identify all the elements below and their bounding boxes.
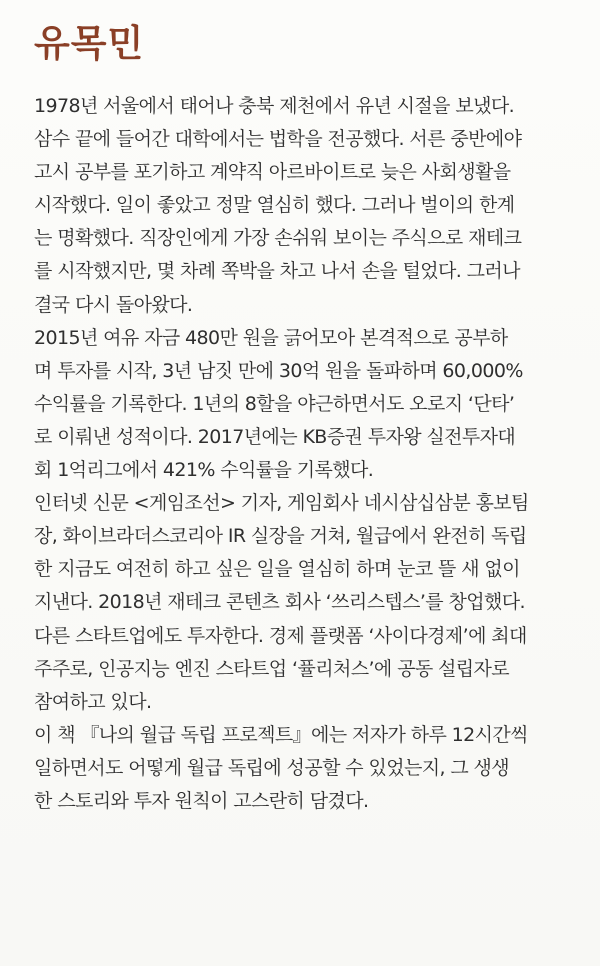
bio-line: 는 명확했다. 직장인에게 가장 손쉬워 보이는 주식으로 재테크 [34,227,522,250]
bio-line: 1978년 서울에서 태어나 충북 제천에서 유년 시절을 보냈다. [34,95,515,117]
bio-line: 며 투자를 시작, 3년 남짓 만에 30억 원을 돌파하며 60,000% [34,359,523,382]
bio-line: 삼수 끝에 들어간 대학에서는 법학을 전공했다. 서른 중반에야 [34,128,522,151]
bio-line: 주주로, 인공지능 엔진 스타트업 ‘퓰리처스’에 공동 설립자로 [34,657,510,680]
author-bio-text [34,90,586,818]
bio-line: 수익률을 기록한다. 1년의 8할을 야근하면서도 오로지 ‘단타’ [34,392,515,415]
bio-line: 시작했다. 일이 좋았고 정말 열심히 했다. 그러나 벌이의 한계 [34,194,515,217]
bio-line: 한 지금도 여전히 하고 싶은 일을 열심히 하며 눈코 뜰 새 없이 [34,558,520,581]
bio-line: 를 시작했지만, 몇 차례 쪽박을 차고 나서 손을 털었다. 그러나 [34,260,520,283]
bio-line: 2015년 여유 자금 480만 원을 긁어모아 본격적으로 공부하 [34,326,508,349]
bio-line: 다른 스타트업에도 투자한다. 경제 플랫폼 ‘사이다경제’에 최대 [34,624,527,647]
bio-line: 지낸다. 2018년 재테크 콘텐츠 회사 ‘쓰리스텝스’를 창업했다. [34,591,525,614]
bio-line: 고시 공부를 포기하고 계약직 아르바이트로 늦은 사회생활을 [34,161,511,184]
bio-line: 장, 화이브라더스코리아 IR 실장을 거쳐, 월급에서 완전히 독립 [34,525,527,548]
bio-line: 일하면서도 어떻게 월급 독립에 성공할 수 있었는지, 그 생생 [34,756,510,779]
bio-line: 로 이뤄낸 성적이다. 2017년에는 KB증권 투자왕 실전투자대 [34,425,516,448]
bio-line: 이 책 『나의 월급 독립 프로젝트』에는 저자가 하루 12시간씩 [34,723,528,746]
author-name: 유목민 [34,22,145,65]
bio-line: 참여하고 있다. [34,690,152,713]
bio-line: 결국 다시 돌아왔다. [34,293,193,316]
bio-line: 한 스토리와 투자 원칙이 고스란히 담겼다. [34,789,369,812]
bio-line: 인터넷 신문 <게임조선> 기자, 게임회사 네시삼십삼분 홍보팀 [34,492,529,515]
bio-line: 회 1억리그에서 421% 수익률을 기록했다. [34,459,374,482]
